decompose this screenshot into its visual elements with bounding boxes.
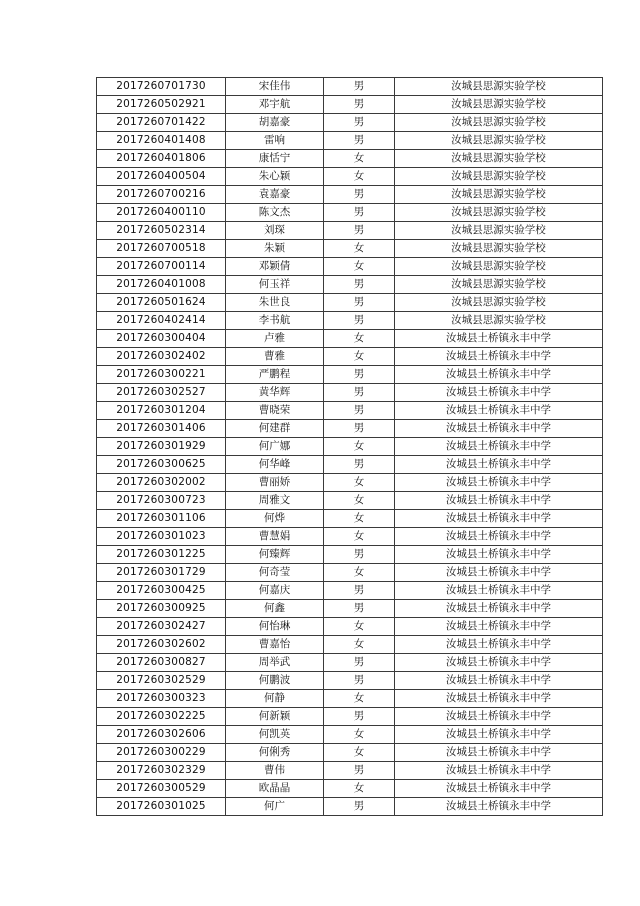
school-cell: 汝城县土桥镇永丰中学 — [395, 438, 603, 456]
student-name-cell: 何静 — [226, 690, 324, 708]
gender-cell: 男 — [324, 96, 395, 114]
table-row — [97, 726, 603, 744]
gender-cell: 男 — [324, 456, 395, 474]
student-name-cell: 严鹏程 — [226, 366, 324, 384]
school-cell: 汝城县土桥镇永丰中学 — [395, 744, 603, 762]
exam-id-cell: 2017260402414 — [97, 312, 226, 330]
gender-cell: 男 — [324, 582, 395, 600]
exam-id-cell: 2017260302225 — [97, 708, 226, 726]
exam-id-cell: 2017260701422 — [97, 114, 226, 132]
gender-cell: 男 — [324, 384, 395, 402]
table-row — [97, 474, 603, 492]
exam-id-cell: 2017260300221 — [97, 366, 226, 384]
exam-id-cell: 2017260300827 — [97, 654, 226, 672]
exam-id-cell: 2017260300625 — [97, 456, 226, 474]
gender-cell: 男 — [324, 546, 395, 564]
gender-cell: 男 — [324, 186, 395, 204]
student-roster-table — [96, 77, 603, 816]
table-row — [97, 492, 603, 510]
school-cell: 汝城县土桥镇永丰中学 — [395, 492, 603, 510]
student-name-cell: 朱世良 — [226, 294, 324, 312]
gender-cell: 女 — [324, 438, 395, 456]
table-row — [97, 348, 603, 366]
exam-id-cell: 2017260502921 — [97, 96, 226, 114]
student-name-cell: 曹慧娟 — [226, 528, 324, 546]
student-name-cell: 周雅文 — [226, 492, 324, 510]
school-cell: 汝城县土桥镇永丰中学 — [395, 564, 603, 582]
table-row — [97, 654, 603, 672]
table-row — [97, 96, 603, 114]
exam-id-cell: 2017260700216 — [97, 186, 226, 204]
gender-cell: 女 — [324, 564, 395, 582]
student-name-cell: 邓宇航 — [226, 96, 324, 114]
roster-body — [97, 78, 603, 816]
school-cell: 汝城县土桥镇永丰中学 — [395, 330, 603, 348]
table-row — [97, 438, 603, 456]
school-cell: 汝城县思源实验学校 — [395, 150, 603, 168]
exam-id-cell: 2017260301025 — [97, 798, 226, 816]
student-name-cell: 何广娜 — [226, 438, 324, 456]
exam-id-cell: 2017260300529 — [97, 780, 226, 798]
school-cell: 汝城县土桥镇永丰中学 — [395, 600, 603, 618]
exam-id-cell: 2017260300323 — [97, 690, 226, 708]
exam-id-cell: 2017260700518 — [97, 240, 226, 258]
school-cell: 汝城县土桥镇永丰中学 — [395, 456, 603, 474]
gender-cell: 女 — [324, 258, 395, 276]
student-name-cell: 卢雅 — [226, 330, 324, 348]
gender-cell: 女 — [324, 330, 395, 348]
exam-id-cell: 2017260300425 — [97, 582, 226, 600]
exam-id-cell: 2017260301023 — [97, 528, 226, 546]
gender-cell: 女 — [324, 636, 395, 654]
student-name-cell: 何鑫 — [226, 600, 324, 618]
table-row — [97, 618, 603, 636]
table-row — [97, 150, 603, 168]
student-name-cell: 曹嘉怡 — [226, 636, 324, 654]
student-name-cell: 李书航 — [226, 312, 324, 330]
table-row — [97, 366, 603, 384]
school-cell: 汝城县土桥镇永丰中学 — [395, 402, 603, 420]
school-cell: 汝城县思源实验学校 — [395, 258, 603, 276]
student-name-cell: 何鹏波 — [226, 672, 324, 690]
table-row — [97, 312, 603, 330]
gender-cell: 女 — [324, 150, 395, 168]
exam-id-cell: 2017260501624 — [97, 294, 226, 312]
school-cell: 汝城县思源实验学校 — [395, 204, 603, 222]
gender-cell: 女 — [324, 510, 395, 528]
exam-id-cell: 2017260300723 — [97, 492, 226, 510]
table-row — [97, 744, 603, 762]
gender-cell: 女 — [324, 780, 395, 798]
table-row — [97, 330, 603, 348]
table-row — [97, 636, 603, 654]
school-cell: 汝城县思源实验学校 — [395, 114, 603, 132]
student-name-cell: 曹丽娇 — [226, 474, 324, 492]
student-name-cell: 何嘉庆 — [226, 582, 324, 600]
table-row — [97, 204, 603, 222]
gender-cell: 男 — [324, 708, 395, 726]
exam-id-cell: 2017260401806 — [97, 150, 226, 168]
exam-id-cell: 2017260502314 — [97, 222, 226, 240]
school-cell: 汝城县思源实验学校 — [395, 294, 603, 312]
exam-id-cell: 2017260700114 — [97, 258, 226, 276]
gender-cell: 女 — [324, 348, 395, 366]
student-name-cell: 何臻辉 — [226, 546, 324, 564]
exam-id-cell: 2017260400504 — [97, 168, 226, 186]
exam-id-cell: 2017260302002 — [97, 474, 226, 492]
school-cell: 汝城县土桥镇永丰中学 — [395, 582, 603, 600]
student-name-cell: 宋佳伟 — [226, 78, 324, 96]
table-row — [97, 582, 603, 600]
student-name-cell: 曹雅 — [226, 348, 324, 366]
student-name-cell: 陈文杰 — [226, 204, 324, 222]
student-name-cell: 朱颖 — [226, 240, 324, 258]
student-name-cell: 袁嘉豪 — [226, 186, 324, 204]
school-cell: 汝城县土桥镇永丰中学 — [395, 654, 603, 672]
table-row — [97, 420, 603, 438]
gender-cell: 男 — [324, 672, 395, 690]
school-cell: 汝城县土桥镇永丰中学 — [395, 348, 603, 366]
gender-cell: 男 — [324, 276, 395, 294]
exam-id-cell: 2017260300229 — [97, 744, 226, 762]
school-cell: 汝城县土桥镇永丰中学 — [395, 672, 603, 690]
school-cell: 汝城县土桥镇永丰中学 — [395, 726, 603, 744]
exam-id-cell: 2017260301406 — [97, 420, 226, 438]
student-name-cell: 康恬宁 — [226, 150, 324, 168]
gender-cell: 女 — [324, 474, 395, 492]
table-row — [97, 114, 603, 132]
table-row — [97, 294, 603, 312]
gender-cell: 男 — [324, 654, 395, 672]
student-name-cell: 何奇莹 — [226, 564, 324, 582]
table-row — [97, 708, 603, 726]
school-cell: 汝城县土桥镇永丰中学 — [395, 420, 603, 438]
table-row — [97, 78, 603, 96]
table-row — [97, 690, 603, 708]
exam-id-cell: 2017260301106 — [97, 510, 226, 528]
gender-cell: 女 — [324, 240, 395, 258]
gender-cell: 男 — [324, 366, 395, 384]
exam-id-cell: 2017260300404 — [97, 330, 226, 348]
table-row — [97, 798, 603, 816]
student-name-cell: 何新颖 — [226, 708, 324, 726]
gender-cell: 女 — [324, 618, 395, 636]
school-cell: 汝城县土桥镇永丰中学 — [395, 708, 603, 726]
student-name-cell: 何玉祥 — [226, 276, 324, 294]
exam-id-cell: 2017260302402 — [97, 348, 226, 366]
student-name-cell: 何广 — [226, 798, 324, 816]
school-cell: 汝城县土桥镇永丰中学 — [395, 384, 603, 402]
exam-id-cell: 2017260401408 — [97, 132, 226, 150]
table-row — [97, 564, 603, 582]
school-cell: 汝城县土桥镇永丰中学 — [395, 528, 603, 546]
exam-id-cell: 2017260302606 — [97, 726, 226, 744]
student-name-cell: 何俐秀 — [226, 744, 324, 762]
student-name-cell: 何烨 — [226, 510, 324, 528]
student-name-cell: 何凯英 — [226, 726, 324, 744]
table-row — [97, 132, 603, 150]
gender-cell: 男 — [324, 402, 395, 420]
school-cell: 汝城县思源实验学校 — [395, 186, 603, 204]
gender-cell: 男 — [324, 600, 395, 618]
student-name-cell: 黄华辉 — [226, 384, 324, 402]
school-cell: 汝城县土桥镇永丰中学 — [395, 762, 603, 780]
gender-cell: 男 — [324, 762, 395, 780]
table-row — [97, 762, 603, 780]
gender-cell: 女 — [324, 168, 395, 186]
student-name-cell: 曹伟 — [226, 762, 324, 780]
school-cell: 汝城县土桥镇永丰中学 — [395, 618, 603, 636]
school-cell: 汝城县土桥镇永丰中学 — [395, 510, 603, 528]
student-name-cell: 雷响 — [226, 132, 324, 150]
student-name-cell: 曹晓荣 — [226, 402, 324, 420]
exam-id-cell: 2017260400110 — [97, 204, 226, 222]
table-row — [97, 276, 603, 294]
school-cell: 汝城县土桥镇永丰中学 — [395, 546, 603, 564]
exam-id-cell: 2017260302329 — [97, 762, 226, 780]
student-name-cell: 胡嘉豪 — [226, 114, 324, 132]
table-row — [97, 456, 603, 474]
school-cell: 汝城县思源实验学校 — [395, 132, 603, 150]
table-row — [97, 528, 603, 546]
gender-cell: 男 — [324, 78, 395, 96]
table-row — [97, 168, 603, 186]
exam-id-cell: 2017260301204 — [97, 402, 226, 420]
gender-cell: 女 — [324, 726, 395, 744]
school-cell: 汝城县思源实验学校 — [395, 240, 603, 258]
exam-id-cell: 2017260701730 — [97, 78, 226, 96]
exam-id-cell: 2017260301729 — [97, 564, 226, 582]
table-row — [97, 672, 603, 690]
exam-id-cell: 2017260302527 — [97, 384, 226, 402]
school-cell: 汝城县思源实验学校 — [395, 96, 603, 114]
exam-id-cell: 2017260401008 — [97, 276, 226, 294]
gender-cell: 男 — [324, 114, 395, 132]
school-cell: 汝城县思源实验学校 — [395, 276, 603, 294]
gender-cell: 男 — [324, 312, 395, 330]
student-name-cell: 邓颖倩 — [226, 258, 324, 276]
table-row — [97, 546, 603, 564]
exam-id-cell: 2017260302602 — [97, 636, 226, 654]
table-row — [97, 258, 603, 276]
exam-id-cell: 2017260302427 — [97, 618, 226, 636]
gender-cell: 女 — [324, 492, 395, 510]
student-name-cell: 何建群 — [226, 420, 324, 438]
student-name-cell: 周举武 — [226, 654, 324, 672]
gender-cell: 男 — [324, 420, 395, 438]
table-row — [97, 222, 603, 240]
student-name-cell: 何怡琳 — [226, 618, 324, 636]
table-row — [97, 384, 603, 402]
exam-id-cell: 2017260300925 — [97, 600, 226, 618]
student-name-cell: 朱心颖 — [226, 168, 324, 186]
gender-cell: 女 — [324, 744, 395, 762]
gender-cell: 男 — [324, 294, 395, 312]
gender-cell: 男 — [324, 222, 395, 240]
table-row — [97, 402, 603, 420]
exam-id-cell: 2017260301929 — [97, 438, 226, 456]
gender-cell: 女 — [324, 690, 395, 708]
exam-id-cell: 2017260301225 — [97, 546, 226, 564]
school-cell: 汝城县土桥镇永丰中学 — [395, 474, 603, 492]
school-cell: 汝城县土桥镇永丰中学 — [395, 690, 603, 708]
school-cell: 汝城县思源实验学校 — [395, 78, 603, 96]
gender-cell: 男 — [324, 132, 395, 150]
school-cell: 汝城县土桥镇永丰中学 — [395, 798, 603, 816]
gender-cell: 女 — [324, 528, 395, 546]
gender-cell: 男 — [324, 798, 395, 816]
exam-id-cell: 2017260302529 — [97, 672, 226, 690]
student-name-cell: 欧晶晶 — [226, 780, 324, 798]
table-row — [97, 780, 603, 798]
school-cell: 汝城县思源实验学校 — [395, 222, 603, 240]
school-cell: 汝城县土桥镇永丰中学 — [395, 366, 603, 384]
table-row — [97, 186, 603, 204]
table-row — [97, 240, 603, 258]
table-row — [97, 510, 603, 528]
school-cell: 汝城县思源实验学校 — [395, 168, 603, 186]
school-cell: 汝城县土桥镇永丰中学 — [395, 636, 603, 654]
school-cell: 汝城县土桥镇永丰中学 — [395, 780, 603, 798]
roster-sheet — [96, 77, 602, 816]
gender-cell: 男 — [324, 204, 395, 222]
student-name-cell: 何华峰 — [226, 456, 324, 474]
table-row — [97, 600, 603, 618]
school-cell: 汝城县思源实验学校 — [395, 312, 603, 330]
student-name-cell: 刘琛 — [226, 222, 324, 240]
